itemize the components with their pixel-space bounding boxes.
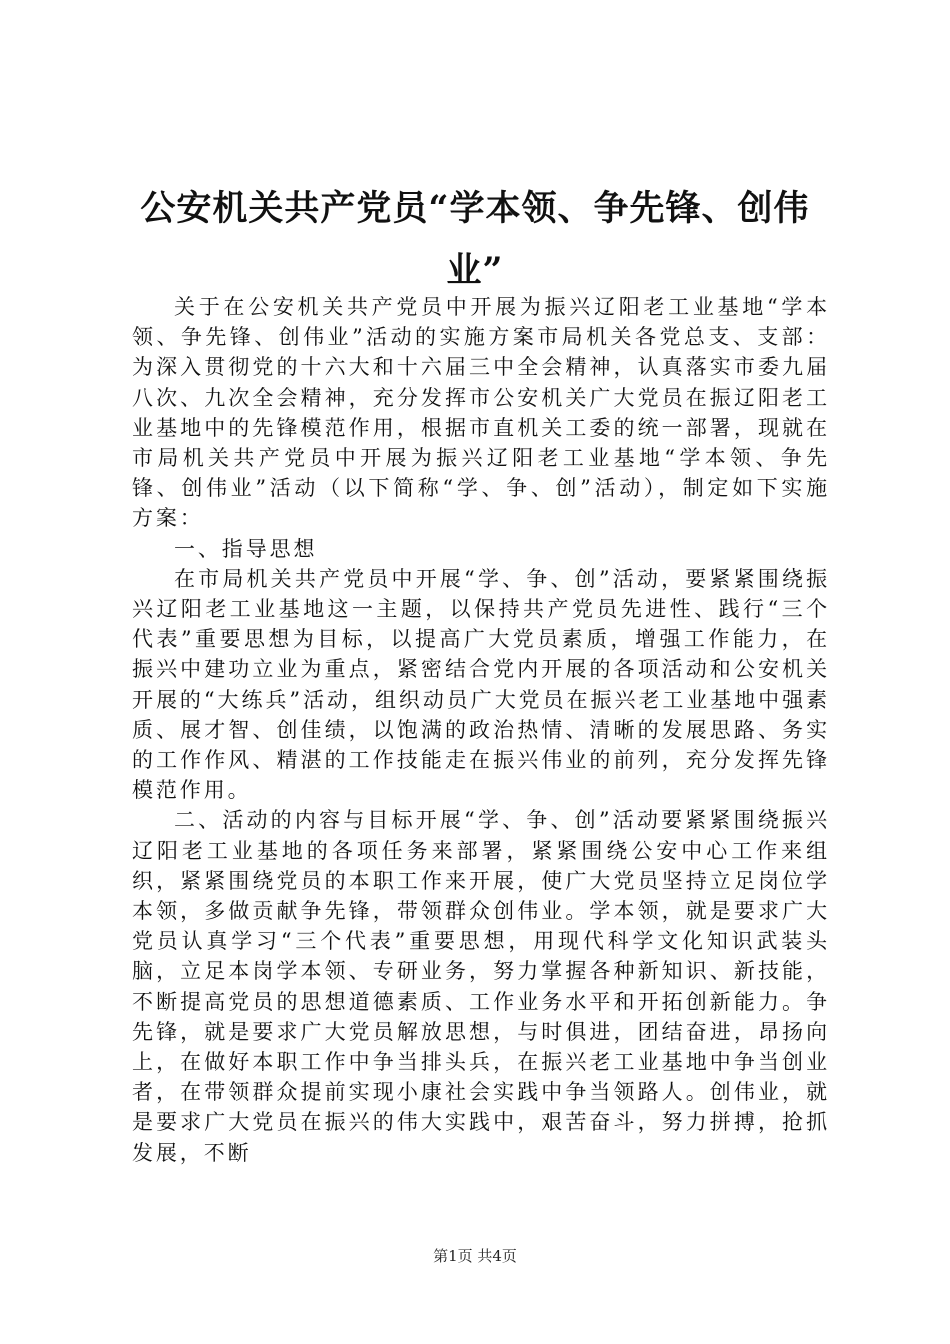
paragraph-guiding-ideology: 在市局机关共产党员中开展“学、争、创”活动，要紧紧围绕振兴辽阳老工业基地这一主题，以保持共产党员先进性、践行“三个代表”重要思想为目标，以提高广大党员素质，增强工作能力，在振兴中建功立业为重点，紧密结合党内开展的各项活动和公安机关开展的“大练兵”活动，组织动员广大党员在振兴老工业基地中强素质、展才智、创佳绩，以饱满的政治热情、清晰的发展思路、务实的工作作风、精湛的工作技能走在振兴伟业的前列，充分发挥先锋模范作用。 <box>132 566 830 803</box>
document-title: 公安机关共产党员“学本领、争先锋、创伟业” <box>140 188 810 291</box>
document-body <box>132 292 830 1168</box>
section-heading-guiding-ideology: 一、指导思想 <box>174 536 318 561</box>
paragraph-content-and-goals: 二、活动的内容与目标开展“学、争、创”活动要紧紧围绕振兴辽阳老工业基地的各项任务来部署，紧紧围绕公安中心工作来组织，紧紧围绕党员的本职工作来开展，使广大党员坚持立足岗位学本领，多做贡献争先锋，带领群众创伟业。学本领，就是要求广大党员认真学习“三个代表”重要思想，用现代科学文化知识武装头脑，立足本岗学本领、专研业务，努力掌握各种新知识、新技能，不断提高党员的思想道德素质、工作业务水平和开拓创新能力。争先锋，就是要求广大党员解放思想，与时俱进，团结奋进，昂扬向上，在做好本职工作中争当排头兵，在振兴老工业基地中争当创业者，在带领群众提前实现小康社会实践中争当领路人。创伟业，就是要求广大党员在振兴的伟大实践中，艰苦奋斗，努力拼搏，抢抓发展，不断 <box>132 808 830 1165</box>
page-footer: 第1页 共4页 <box>433 1247 517 1265</box>
paragraph-intro: 关于在公安机关共产党员中开展为振兴辽阳老工业基地“学本领、争先锋、创伟业”活动的实施方案市局机关各党总支、支部：为深入贯彻党的十六大和十六届三中全会精神，认真落实市委九届八次、九次全会精神，充分发挥市公安机关广大党员在振辽阳老工业基地中的先锋模范作用，根据市直机关工委的统一部署，现就在市局机关共产党员中开展为振兴辽阳老工业基地“学本领、争先锋、创伟业”活动（以下简称“学、争、创”活动），制定如下实施方案： <box>132 295 830 531</box>
